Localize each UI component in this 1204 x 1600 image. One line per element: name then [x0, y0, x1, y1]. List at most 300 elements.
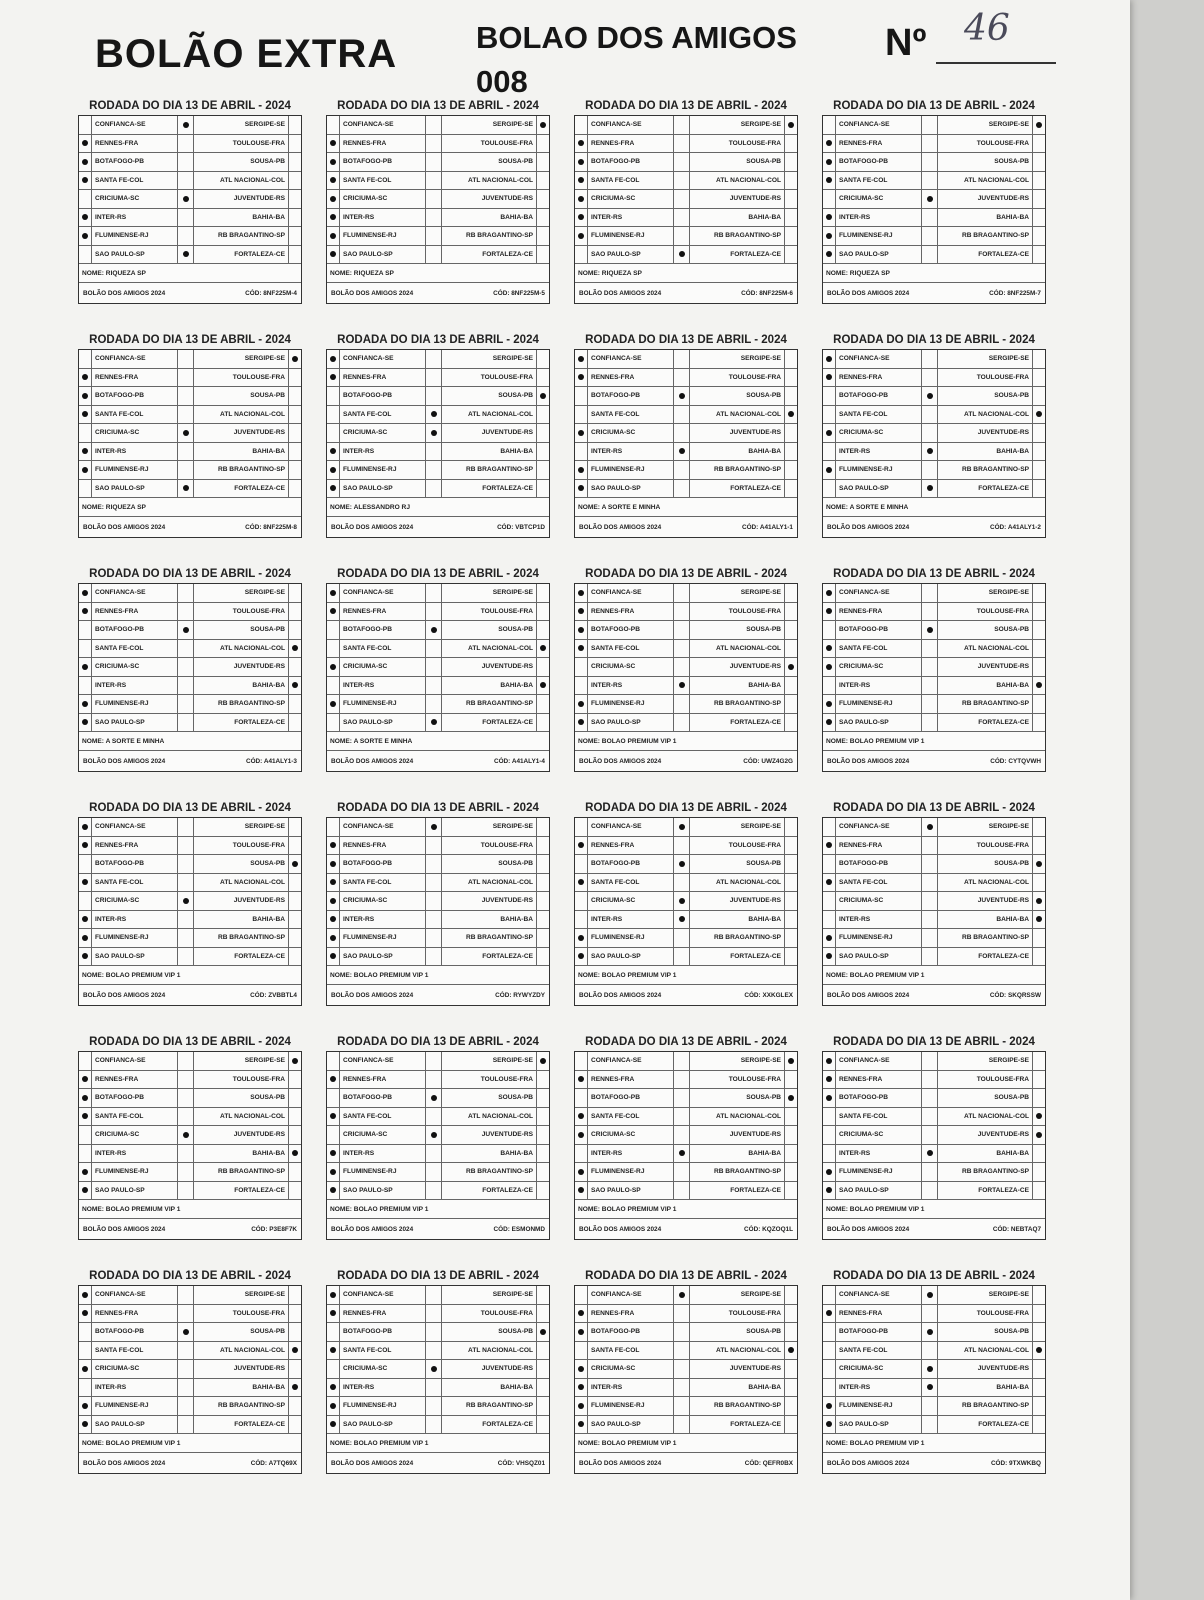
- draw-pick-cell: [426, 855, 442, 873]
- away-pick-cell: [785, 246, 797, 264]
- home-pick-cell: [327, 1286, 340, 1304]
- away-pick-cell: [537, 1145, 549, 1163]
- ticket-card: [822, 566, 1046, 774]
- pick-dot: [82, 467, 88, 473]
- away-pick-cell: [537, 1108, 549, 1126]
- draw-pick-cell: [674, 424, 690, 442]
- ticket-name: NOME: A SORTE E MINHA: [79, 732, 301, 751]
- away-pick-cell: [537, 190, 549, 208]
- home-pick-cell: [823, 621, 836, 639]
- pick-dot: [330, 898, 336, 904]
- match-row: [79, 1052, 301, 1071]
- home-team: CONFIANCA-SE: [836, 350, 922, 368]
- draw-pick-cell: [426, 172, 442, 190]
- home-team: INTER-RS: [92, 1145, 178, 1163]
- home-pick-cell: [823, 1182, 836, 1200]
- home-team: FLUMINENSE-RJ: [836, 461, 922, 479]
- home-pick-cell: [327, 1342, 340, 1360]
- pick-dot: [578, 467, 584, 473]
- ticket-table: [574, 583, 798, 772]
- away-pick-cell: [537, 874, 549, 892]
- ticket-code: CÓD: A41ALY1-4: [493, 757, 545, 765]
- home-team: RENNES-FRA: [836, 1071, 922, 1089]
- away-team: TOULOUSE-FRA: [194, 1305, 289, 1323]
- away-team: JUVENTUDE-RS: [690, 424, 785, 442]
- pick-dot: [292, 1347, 298, 1353]
- home-team: RENNES-FRA: [340, 135, 426, 153]
- home-team: SANTA FE-COL: [836, 640, 922, 658]
- home-pick-cell: [327, 424, 340, 442]
- home-team: FLUMINENSE-RJ: [340, 1397, 426, 1415]
- pick-dot: [578, 701, 584, 707]
- away-pick-cell: [785, 855, 797, 873]
- away-pick-cell: [289, 584, 301, 602]
- pick-dot: [330, 140, 336, 146]
- home-team: RENNES-FRA: [836, 1305, 922, 1323]
- pick-dot: [82, 1095, 88, 1101]
- away-team: TOULOUSE-FRA: [442, 1305, 537, 1323]
- home-pick-cell: [79, 929, 92, 947]
- away-pick-cell: [1033, 1089, 1045, 1107]
- home-pick-cell: [327, 929, 340, 947]
- home-team: CONFIANCA-SE: [588, 1052, 674, 1070]
- home-pick-cell: [327, 874, 340, 892]
- away-pick-cell: [289, 461, 301, 479]
- home-pick-cell: [327, 1108, 340, 1126]
- home-pick-cell: [823, 818, 836, 836]
- pick-dot: [330, 251, 336, 257]
- away-team: FORTALEZA-CE: [442, 948, 537, 966]
- away-pick-cell: [785, 1342, 797, 1360]
- match-row: [327, 1163, 549, 1182]
- away-pick-cell: [289, 1286, 301, 1304]
- away-team: RB BRAGANTINO-SP: [442, 1163, 537, 1181]
- match-row: [79, 406, 301, 425]
- pick-dot: [1036, 122, 1042, 128]
- pick-dot: [826, 879, 832, 885]
- pick-dot: [927, 627, 933, 633]
- away-team: FORTALEZA-CE: [194, 948, 289, 966]
- home-team: CRICIUMA-SC: [836, 658, 922, 676]
- home-team: INTER-RS: [836, 911, 922, 929]
- ticket-title: RODADA DO DIA 13 DE ABRIL - 2024: [337, 334, 539, 346]
- draw-pick-cell: [922, 621, 938, 639]
- pick-dot: [330, 1076, 336, 1082]
- home-team: CONFIANCA-SE: [588, 116, 674, 134]
- ticket-table: [78, 1051, 302, 1240]
- match-row: [823, 443, 1045, 462]
- away-team: BAHIA-BA: [442, 911, 537, 929]
- away-pick-cell: [537, 172, 549, 190]
- ticket-table: [78, 817, 302, 1006]
- match-row: [79, 818, 301, 837]
- page-title: BOLÃO EXTRA: [95, 32, 398, 76]
- match-row: [575, 1145, 797, 1164]
- match-row: [327, 387, 549, 406]
- match-row: [79, 116, 301, 135]
- pick-dot: [826, 719, 832, 725]
- ticket-name: NOME: BOLAO PREMIUM VIP 1: [327, 1434, 549, 1453]
- pick-dot: [578, 1310, 584, 1316]
- away-team: SOUSA-PB: [690, 855, 785, 873]
- away-pick-cell: [537, 209, 549, 227]
- pick-dot: [82, 842, 88, 848]
- match-row: [575, 1323, 797, 1342]
- draw-pick-cell: [178, 1089, 194, 1107]
- footer-label: BOLÃO DOS AMIGOS 2024: [827, 1459, 910, 1467]
- ticket-code: CÓD: 9TXWKBQ: [990, 1459, 1041, 1467]
- home-team: CRICIUMA-SC: [588, 892, 674, 910]
- draw-pick-cell: [674, 1163, 690, 1181]
- ticket-title: RODADA DO DIA 13 DE ABRIL - 2024: [585, 1270, 787, 1282]
- match-row: [79, 135, 301, 154]
- home-team: BOTAFOGO-PB: [340, 621, 426, 639]
- home-pick-cell: [823, 658, 836, 676]
- handwritten-number: 46: [964, 8, 1010, 49]
- away-pick-cell: [537, 424, 549, 442]
- away-team: SOUSA-PB: [938, 621, 1033, 639]
- home-pick-cell: [823, 892, 836, 910]
- ticket-code: CÓD: NEBTAQ7: [992, 1225, 1041, 1233]
- draw-pick-cell: [674, 1286, 690, 1304]
- home-pick-cell: [823, 929, 836, 947]
- away-pick-cell: [1033, 929, 1045, 947]
- away-team: ATL NACIONAL-COL: [442, 874, 537, 892]
- away-team: ATL NACIONAL-COL: [938, 1108, 1033, 1126]
- away-team: ATL NACIONAL-COL: [690, 172, 785, 190]
- draw-pick-cell: [178, 677, 194, 695]
- match-row: [79, 1071, 301, 1090]
- ticket-card: [574, 98, 798, 306]
- home-pick-cell: [575, 443, 588, 461]
- draw-pick-cell: [674, 172, 690, 190]
- match-row: [823, 190, 1045, 209]
- away-team: TOULOUSE-FRA: [442, 135, 537, 153]
- home-pick-cell: [79, 1323, 92, 1341]
- pick-dot: [578, 140, 584, 146]
- home-team: SAO PAULO-SP: [340, 948, 426, 966]
- away-pick-cell: [785, 1305, 797, 1323]
- pick-dot: [292, 356, 298, 362]
- home-pick-cell: [823, 153, 836, 171]
- away-pick-cell: [289, 1342, 301, 1360]
- match-row: [79, 948, 301, 967]
- home-team: CONFIANCA-SE: [836, 818, 922, 836]
- match-row: [327, 818, 549, 837]
- home-pick-cell: [823, 695, 836, 713]
- home-pick-cell: [823, 1108, 836, 1126]
- home-team: RENNES-FRA: [836, 369, 922, 387]
- ticket-card: [822, 332, 1046, 540]
- away-team: JUVENTUDE-RS: [442, 1126, 537, 1144]
- ticket-name: NOME: A SORTE E MINHA: [575, 498, 797, 517]
- home-pick-cell: [575, 116, 588, 134]
- pick-dot: [788, 1095, 794, 1101]
- match-row: [575, 153, 797, 172]
- home-pick-cell: [575, 1323, 588, 1341]
- draw-pick-cell: [674, 892, 690, 910]
- home-team: FLUMINENSE-RJ: [340, 695, 426, 713]
- match-row: [823, 837, 1045, 856]
- away-team: BAHIA-BA: [194, 677, 289, 695]
- draw-pick-cell: [426, 135, 442, 153]
- away-team: BAHIA-BA: [442, 443, 537, 461]
- away-pick-cell: [537, 584, 549, 602]
- draw-pick-cell: [178, 246, 194, 264]
- home-pick-cell: [823, 1305, 836, 1323]
- pick-dot: [330, 1347, 336, 1353]
- match-row: [823, 227, 1045, 246]
- away-pick-cell: [785, 948, 797, 966]
- home-team: INTER-RS: [340, 911, 426, 929]
- home-team: SANTA FE-COL: [588, 1342, 674, 1360]
- home-team: BOTAFOGO-PB: [340, 153, 426, 171]
- away-team: SERGIPE-SE: [442, 584, 537, 602]
- away-pick-cell: [785, 1052, 797, 1070]
- home-team: SANTA FE-COL: [340, 406, 426, 424]
- away-team: ATL NACIONAL-COL: [690, 1342, 785, 1360]
- home-pick-cell: [575, 892, 588, 910]
- away-pick-cell: [785, 1145, 797, 1163]
- match-row: [327, 714, 549, 733]
- draw-pick-cell: [674, 350, 690, 368]
- ticket-code: CÓD: 8NF225M-7: [989, 289, 1041, 297]
- away-team: SOUSA-PB: [690, 621, 785, 639]
- away-pick-cell: [1033, 1163, 1045, 1181]
- away-pick-cell: [1033, 227, 1045, 245]
- home-team: CONFIANCA-SE: [92, 116, 178, 134]
- match-row: [823, 246, 1045, 265]
- home-pick-cell: [823, 603, 836, 621]
- pick-dot: [292, 645, 298, 651]
- away-team: RB BRAGANTINO-SP: [690, 227, 785, 245]
- home-pick-cell: [823, 387, 836, 405]
- away-team: ATL NACIONAL-COL: [938, 874, 1033, 892]
- draw-pick-cell: [922, 153, 938, 171]
- home-pick-cell: [327, 1052, 340, 1070]
- away-team: RB BRAGANTINO-SP: [938, 461, 1033, 479]
- ticket-name: NOME: A SORTE E MINHA: [823, 498, 1045, 517]
- away-pick-cell: [289, 714, 301, 732]
- home-pick-cell: [575, 1108, 588, 1126]
- match-row: [79, 443, 301, 462]
- draw-pick-cell: [178, 1360, 194, 1378]
- match-row: [575, 892, 797, 911]
- draw-pick-cell: [426, 1145, 442, 1163]
- draw-pick-cell: [178, 948, 194, 966]
- match-row: [575, 1342, 797, 1361]
- away-team: RB BRAGANTINO-SP: [442, 695, 537, 713]
- ticket-card: [822, 1268, 1046, 1476]
- match-row: [79, 658, 301, 677]
- ticket-name: NOME: RIQUEZA SP: [575, 264, 797, 283]
- away-team: SOUSA-PB: [690, 1323, 785, 1341]
- home-team: CRICIUMA-SC: [92, 190, 178, 208]
- away-pick-cell: [1033, 480, 1045, 498]
- match-row: [823, 350, 1045, 369]
- away-pick-cell: [537, 695, 549, 713]
- pick-dot: [826, 251, 832, 257]
- home-pick-cell: [575, 190, 588, 208]
- away-pick-cell: [537, 369, 549, 387]
- home-team: FLUMINENSE-RJ: [836, 227, 922, 245]
- footer-label: BOLÃO DOS AMIGOS 2024: [579, 289, 662, 297]
- home-pick-cell: [327, 818, 340, 836]
- draw-pick-cell: [426, 1397, 442, 1415]
- pick-dot: [292, 861, 298, 867]
- away-team: RB BRAGANTINO-SP: [690, 695, 785, 713]
- draw-pick-cell: [178, 695, 194, 713]
- draw-pick-cell: [178, 1379, 194, 1397]
- home-team: SAO PAULO-SP: [836, 246, 922, 264]
- footer-label: BOLÃO DOS AMIGOS 2024: [579, 523, 662, 531]
- away-pick-cell: [289, 911, 301, 929]
- match-row: [327, 1323, 549, 1342]
- away-pick-cell: [1033, 1126, 1045, 1144]
- home-team: SANTA FE-COL: [588, 874, 674, 892]
- pool-title: [476, 16, 797, 104]
- pick-dot: [330, 1292, 336, 1298]
- home-team: BOTAFOGO-PB: [92, 1323, 178, 1341]
- ticket-title: RODADA DO DIA 13 DE ABRIL - 2024: [833, 568, 1035, 580]
- ticket-table: [574, 349, 798, 538]
- home-team: RENNES-FRA: [92, 1305, 178, 1323]
- match-row: [575, 658, 797, 677]
- home-team: FLUMINENSE-RJ: [588, 695, 674, 713]
- away-team: ATL NACIONAL-COL: [194, 1342, 289, 1360]
- away-pick-cell: [537, 480, 549, 498]
- draw-pick-cell: [178, 640, 194, 658]
- draw-pick-cell: [922, 369, 938, 387]
- draw-pick-cell: [178, 209, 194, 227]
- draw-pick-cell: [426, 892, 442, 910]
- away-team: RB BRAGANTINO-SP: [194, 695, 289, 713]
- away-team: BAHIA-BA: [690, 1145, 785, 1163]
- ticket-footer: [327, 1219, 549, 1239]
- away-team: SERGIPE-SE: [194, 584, 289, 602]
- home-pick-cell: [79, 948, 92, 966]
- away-team: BAHIA-BA: [194, 911, 289, 929]
- match-row: [79, 1323, 301, 1342]
- away-team: RB BRAGANTINO-SP: [194, 227, 289, 245]
- away-team: SERGIPE-SE: [690, 818, 785, 836]
- home-team: SANTA FE-COL: [588, 406, 674, 424]
- pick-dot: [679, 1292, 685, 1298]
- home-team: RENNES-FRA: [588, 135, 674, 153]
- home-team: BOTAFOGO-PB: [340, 1323, 426, 1341]
- pick-dot: [578, 485, 584, 491]
- away-pick-cell: [785, 135, 797, 153]
- pick-dot: [578, 1076, 584, 1082]
- ticket-title: RODADA DO DIA 13 DE ABRIL - 2024: [833, 100, 1035, 112]
- match-row: [575, 584, 797, 603]
- home-pick-cell: [79, 911, 92, 929]
- ticket-card: [822, 98, 1046, 306]
- ticket-footer: [327, 1453, 549, 1473]
- draw-pick-cell: [426, 1416, 442, 1434]
- home-team: RENNES-FRA: [340, 837, 426, 855]
- pick-dot: [826, 356, 832, 362]
- match-row: [79, 603, 301, 622]
- ticket-code: CÓD: 8NF225M-5: [493, 289, 545, 297]
- match-row: [79, 837, 301, 856]
- draw-pick-cell: [674, 153, 690, 171]
- draw-pick-cell: [674, 246, 690, 264]
- pick-dot: [82, 1113, 88, 1119]
- away-pick-cell: [785, 209, 797, 227]
- draw-pick-cell: [674, 190, 690, 208]
- draw-pick-cell: [426, 461, 442, 479]
- pick-dot: [679, 898, 685, 904]
- home-team: FLUMINENSE-RJ: [92, 1397, 178, 1415]
- pick-dot: [183, 122, 189, 128]
- draw-pick-cell: [426, 1379, 442, 1397]
- footer-label: BOLÃO DOS AMIGOS 2024: [331, 289, 414, 297]
- pick-dot: [1036, 1113, 1042, 1119]
- match-row: [575, 1089, 797, 1108]
- home-team: INTER-RS: [340, 1145, 426, 1163]
- ticket-code: CÓD: QEFR0BX: [744, 1459, 793, 1467]
- draw-pick-cell: [178, 1052, 194, 1070]
- away-team: ATL NACIONAL-COL: [442, 406, 537, 424]
- home-pick-cell: [327, 1360, 340, 1378]
- away-team: FORTALEZA-CE: [194, 1182, 289, 1200]
- match-row: [79, 1379, 301, 1398]
- draw-pick-cell: [922, 480, 938, 498]
- footer-label: BOLÃO DOS AMIGOS 2024: [827, 991, 910, 999]
- draw-pick-cell: [922, 135, 938, 153]
- home-team: RENNES-FRA: [588, 603, 674, 621]
- ticket-footer: [575, 985, 797, 1005]
- match-row: [79, 1089, 301, 1108]
- pick-dot: [927, 448, 933, 454]
- match-row: [327, 1089, 549, 1108]
- draw-pick-cell: [178, 1305, 194, 1323]
- away-team: RB BRAGANTINO-SP: [194, 1397, 289, 1415]
- away-pick-cell: [785, 1126, 797, 1144]
- home-team: FLUMINENSE-RJ: [588, 227, 674, 245]
- away-team: RB BRAGANTINO-SP: [690, 1397, 785, 1415]
- home-team: SANTA FE-COL: [836, 1108, 922, 1126]
- home-team: CRICIUMA-SC: [340, 190, 426, 208]
- draw-pick-cell: [674, 929, 690, 947]
- draw-pick-cell: [922, 116, 938, 134]
- away-team: RB BRAGANTINO-SP: [938, 695, 1033, 713]
- home-pick-cell: [823, 1052, 836, 1070]
- away-team: TOULOUSE-FRA: [938, 1305, 1033, 1323]
- home-team: FLUMINENSE-RJ: [588, 1397, 674, 1415]
- home-team: INTER-RS: [588, 1379, 674, 1397]
- ticket-title: RODADA DO DIA 13 DE ABRIL - 2024: [585, 802, 787, 814]
- pick-dot: [1036, 1347, 1042, 1353]
- footer-label: BOLÃO DOS AMIGOS 2024: [331, 523, 414, 531]
- home-team: SANTA FE-COL: [340, 874, 426, 892]
- away-pick-cell: [537, 621, 549, 639]
- home-pick-cell: [327, 1416, 340, 1434]
- footer-label: BOLÃO DOS AMIGOS 2024: [83, 523, 166, 531]
- away-pick-cell: [289, 424, 301, 442]
- away-team: RB BRAGANTINO-SP: [938, 929, 1033, 947]
- pick-dot: [578, 1421, 584, 1427]
- pick-dot: [82, 879, 88, 885]
- draw-pick-cell: [426, 714, 442, 732]
- home-pick-cell: [823, 714, 836, 732]
- match-row: [575, 818, 797, 837]
- match-row: [79, 172, 301, 191]
- home-pick-cell: [575, 480, 588, 498]
- draw-pick-cell: [178, 480, 194, 498]
- home-team: FLUMINENSE-RJ: [340, 929, 426, 947]
